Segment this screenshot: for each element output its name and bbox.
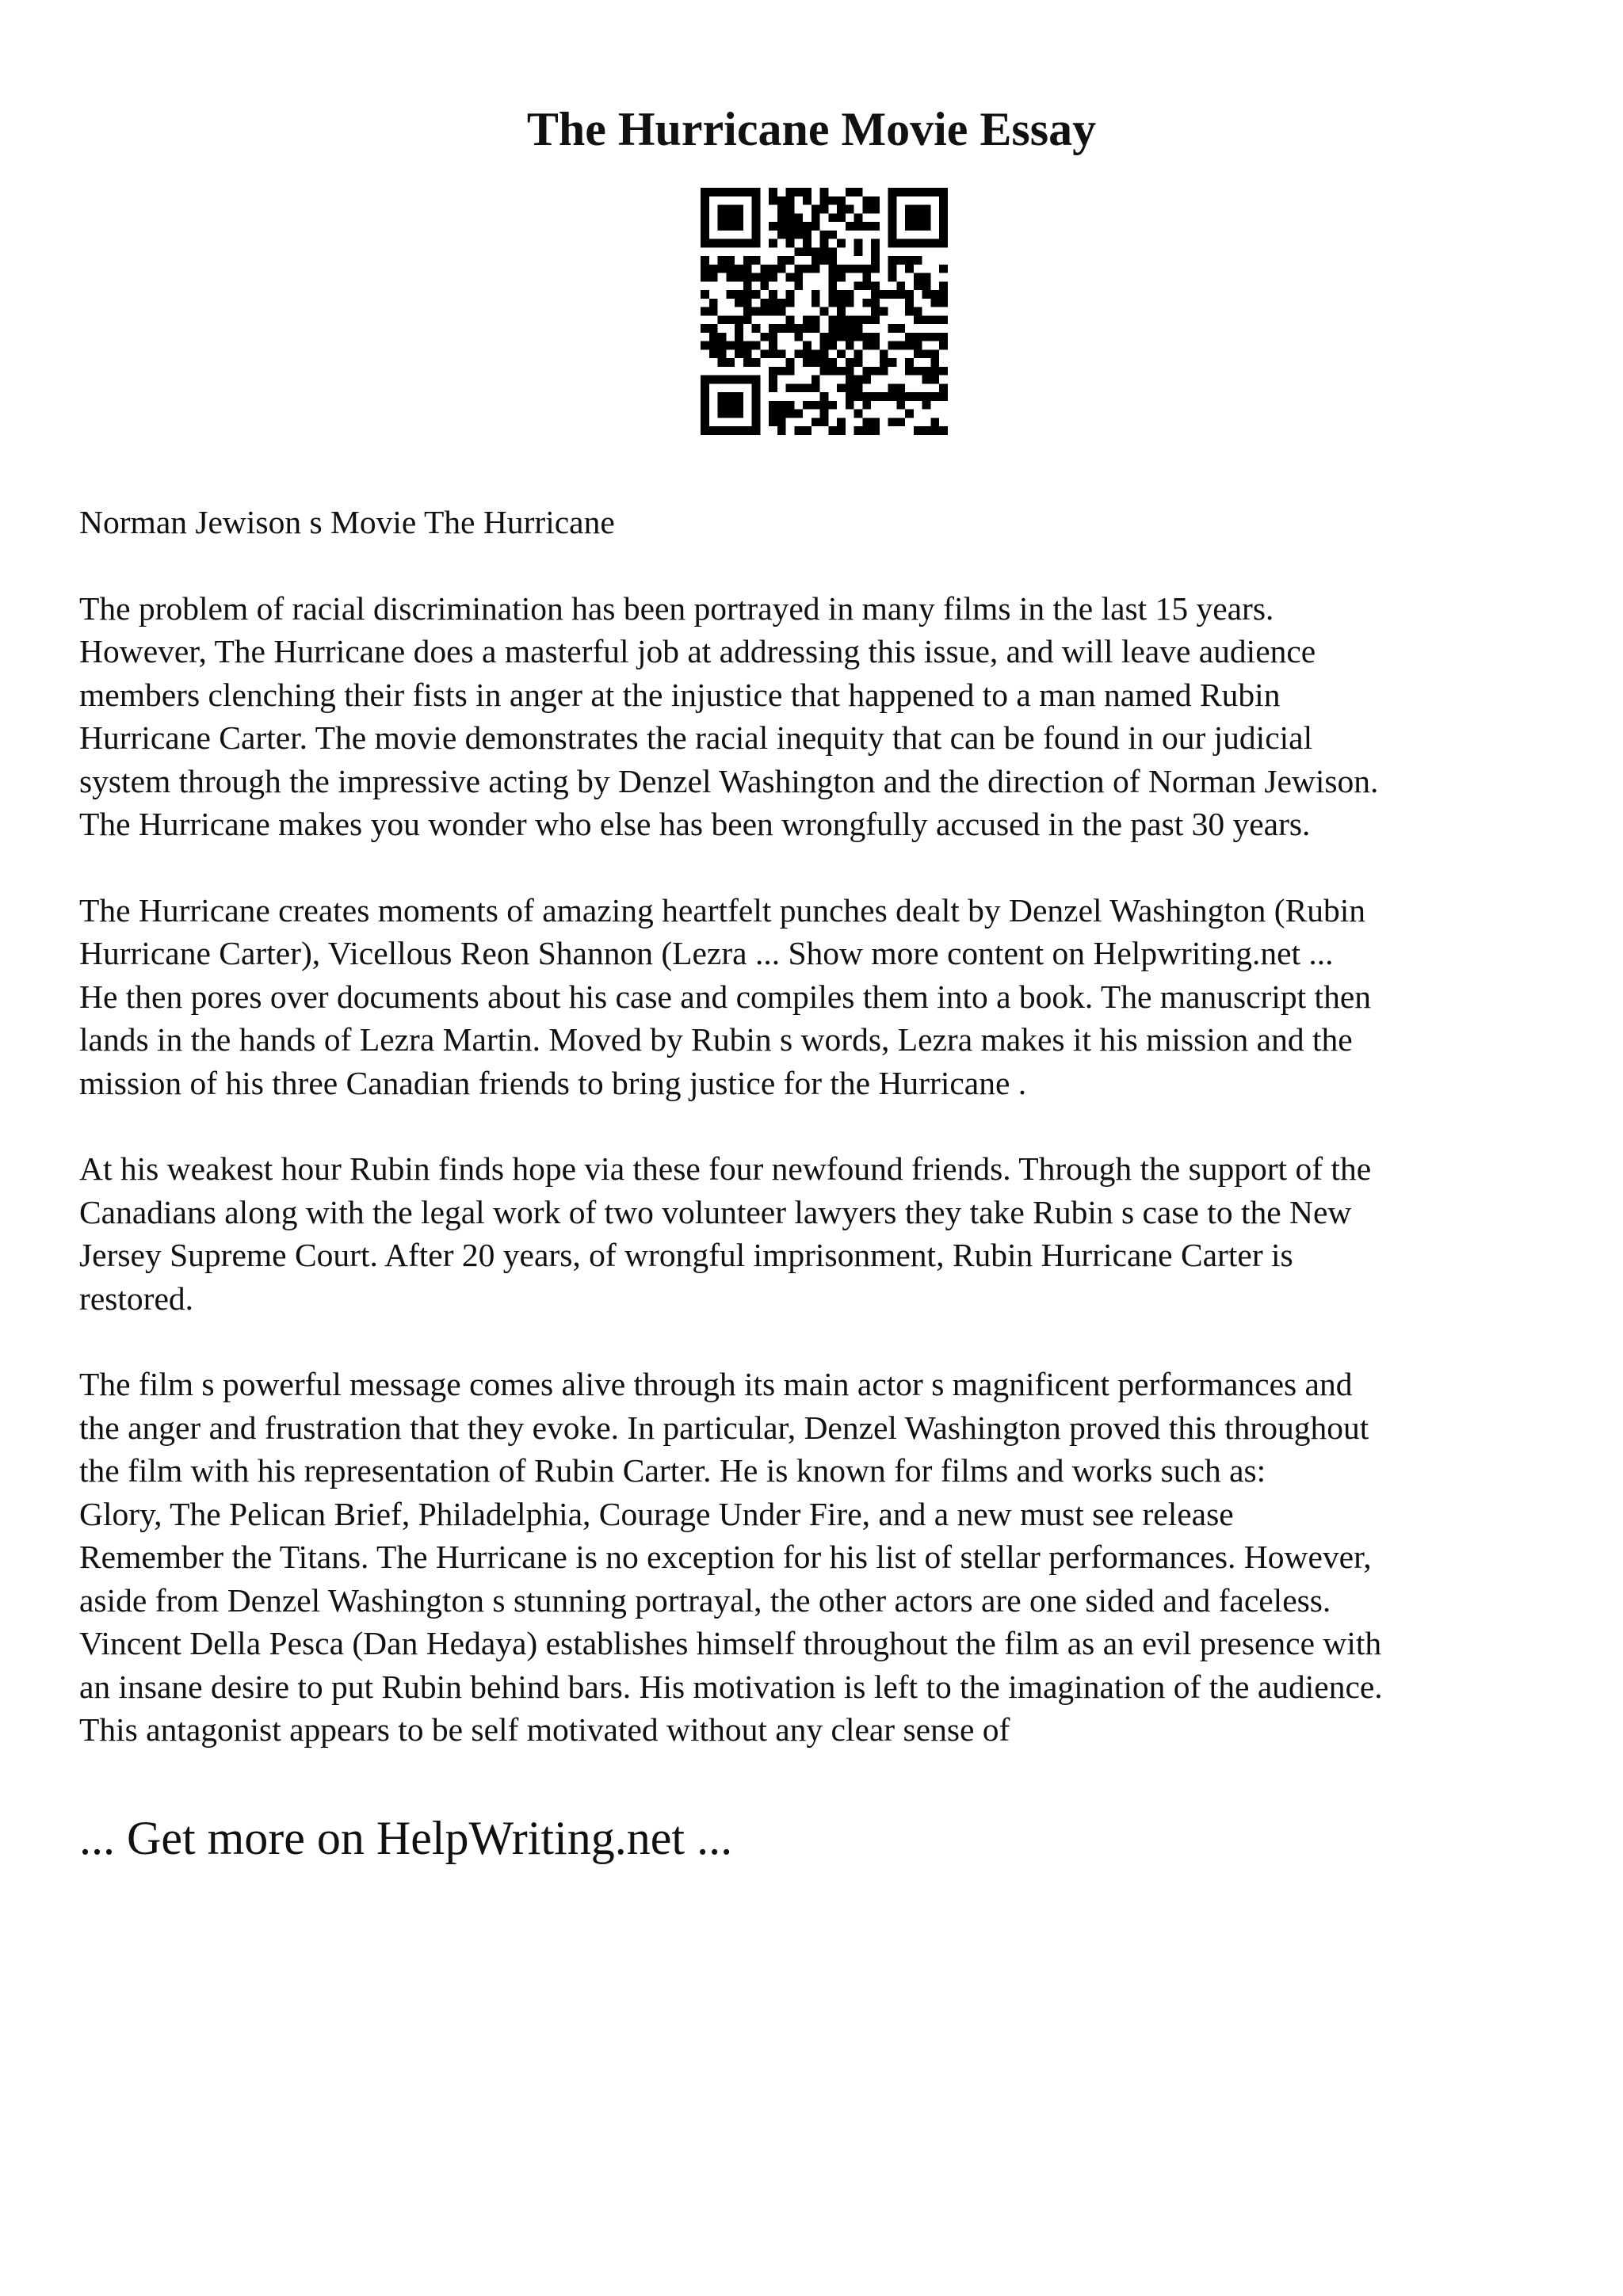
get-more-link[interactable]: ... Get more on HelpWriting.net ... [79,1812,733,1864]
text-line: restored. [79,1280,194,1317]
text-line: Hurricane Carter), Vicellous Reon Shannon (Lezra ... Show more content on Helpwriting.net ... [79,935,1334,971]
text-line: However, The Hurricane does a masterful job at addressing this issue, and will leave audience [79,633,1316,669]
text-line: Remember the Titans. The Hurricane is no exception for his list of stellar performances. However, [79,1539,1372,1575]
text-line: Canadians along with the legal work of two volunteer lawyers they take Rubin s case to the New [79,1193,1352,1230]
paragraph-2 [79,889,1561,1105]
text-line: the anger and frustration that they evoke. In particular, Denzel Washington proved this throughout [79,1409,1369,1446]
text-line: mission of his three Canadian friends to bring justice for the Hurricane . [79,1064,1027,1101]
text-line: aside from Denzel Washington s stunning portrayal, the other actors are one sided and faceless. [79,1581,1331,1619]
paragraph-3 [79,1147,1561,1320]
text-line: members clenching their fists in anger at the injustice that happened to a man named Rubin [79,676,1281,713]
text-line: Jersey Supreme Court. After 20 years, of wrongful imprisonment, Rubin Hurricane Carter is [79,1237,1293,1273]
text-line: system through the impressive acting by Denzel Washington and the direction of Norman Jewison. [79,762,1379,799]
text-line: The film s powerful message comes alive through its main actor s magnificent performances and [79,1366,1353,1402]
text-line: Hurricane Carter. The movie demonstrates the racial inequity that can be found in our judicial [79,719,1313,756]
text-line: The problem of racial discrimination has been portrayed in many films in the last 15 years. [79,589,1274,627]
essay-subtitle: Norman Jewison s Movie The Hurricane [79,504,615,540]
page-title: The Hurricane Movie Essay [526,103,1097,155]
text-line: The Hurricane creates moments of amazing heartfelt punches dealt by Denzel Washington (Rubin [79,891,1366,929]
qr-code-icon[interactable] [701,188,948,435]
text-line: lands in the hands of Lezra Martin. Moved by Rubin s words, Lezra makes it his mission and the [79,1021,1353,1058]
paragraph-1 [79,587,1561,846]
text-line: an insane desire to put Rubin behind bars. His motivation is left to the imagination of the audience. [79,1668,1383,1705]
text-line: This antagonist appears to be self motivated without any clear sense of [79,1711,1010,1748]
text-line: Glory, The Pelican Brief, Philadelphia, Courage Under Fire, and a new must see release [79,1495,1234,1532]
essay-body [79,501,1561,1794]
paragraph-4 [79,1363,1561,1752]
text-line: the film with his representation of Rubin Carter. He is known for films and works such as: [79,1452,1266,1489]
text-line: At his weakest hour Rubin finds hope via these four newfound friends. Through the support of the [79,1150,1372,1187]
text-line: He then pores over documents about his case and compiles them into a book. The manuscript then [79,978,1372,1015]
text-line: The Hurricane makes you wonder who else has been wrongfully accused in the past 30 years. [79,806,1311,842]
text-line: Vincent Della Pesca (Dan Hedaya) establishes himself throughout the film as an evil presence with [79,1625,1382,1661]
